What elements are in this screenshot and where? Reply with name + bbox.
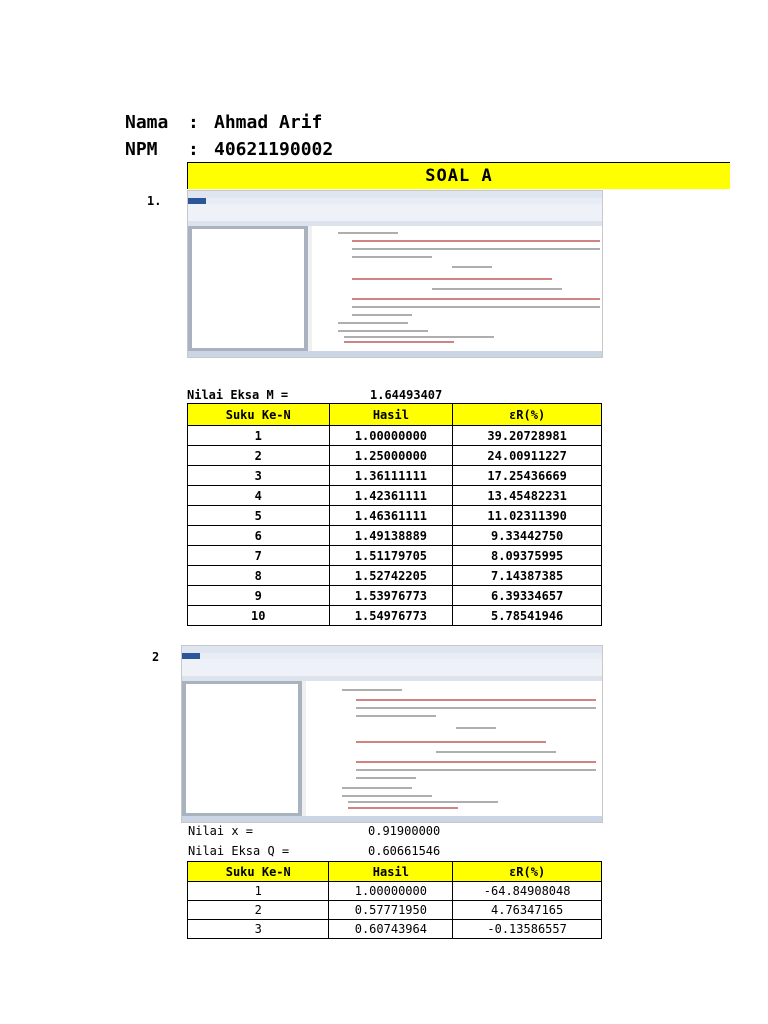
cell-term: 6: [188, 526, 330, 546]
table-row: [188, 466, 602, 486]
cell-result: 1.53976773: [329, 586, 453, 606]
cell-result: 1.42361111: [329, 486, 453, 506]
table-row: [188, 920, 602, 939]
document-page: [306, 681, 602, 816]
results-table-2: [187, 861, 602, 939]
cell-result: 1.25000000: [329, 446, 453, 466]
exact-m-value: 1.64493407: [370, 388, 443, 402]
section-title: SOAL A: [425, 166, 493, 186]
file-tab: [188, 198, 206, 204]
cell-error: 17.25436669: [453, 466, 602, 486]
table-row: [188, 882, 602, 901]
status-bar: [182, 816, 602, 822]
section-banner: [187, 162, 730, 189]
cell-result: 1.00000000: [329, 882, 453, 901]
question-1-number: 1.: [147, 194, 162, 208]
cell-error: 13.45482231: [453, 486, 602, 506]
cell-error: 4.76347165: [453, 901, 602, 920]
thumbnail-page: [186, 684, 298, 813]
results-table-1: [187, 403, 602, 626]
cell-error: 24.00911227: [453, 446, 602, 466]
cell-term: 3: [188, 466, 330, 486]
cell-term: 9: [188, 586, 330, 606]
cell-error: 7.14387385: [453, 566, 602, 586]
cell-error: 9.33442750: [453, 526, 602, 546]
word-window-screenshot-2: [181, 645, 603, 823]
header-term: Suku Ke-N: [188, 862, 329, 882]
cell-result: 1.49138889: [329, 526, 453, 546]
name-value: Ahmad Arif: [214, 112, 323, 133]
cell-result: 0.60743964: [329, 920, 453, 939]
table-row: [188, 566, 602, 586]
table-header-row: [188, 404, 602, 426]
table-row: [188, 586, 602, 606]
table-row: [188, 606, 602, 626]
cell-term: 4: [188, 486, 330, 506]
table-row: [188, 486, 602, 506]
cell-result: 1.00000000: [329, 426, 453, 446]
cell-result: 1.54976773: [329, 606, 453, 626]
table-row: [188, 426, 602, 446]
file-tab: [182, 653, 200, 659]
name-separator: :: [188, 112, 199, 133]
cell-term: 3: [188, 920, 329, 939]
title-bar: [182, 646, 602, 653]
cell-term: 1: [188, 882, 329, 901]
question-2-number: 2: [152, 650, 160, 664]
cell-error: -64.84908048: [453, 882, 602, 901]
cell-result: 1.51179705: [329, 546, 453, 566]
cell-term: 1: [188, 426, 330, 446]
cell-term: 10: [188, 606, 330, 626]
word-window-screenshot: [187, 190, 603, 358]
cell-term: 8: [188, 566, 330, 586]
header-relative-error: εR(%): [453, 862, 602, 882]
exact-q-value: 0.60661546: [368, 844, 441, 858]
cell-result: 1.52742205: [329, 566, 453, 586]
table-row: [188, 446, 602, 466]
cell-result: 1.46361111: [329, 506, 453, 526]
cell-term: 2: [188, 901, 329, 920]
header-result: Hasil: [329, 862, 453, 882]
table-row: [188, 546, 602, 566]
title-bar: [188, 191, 602, 198]
npm-separator: :: [188, 139, 199, 160]
name-label: Nama: [125, 112, 169, 133]
cell-result: 0.57771950: [329, 901, 453, 920]
header-result: Hasil: [329, 404, 453, 426]
cell-error: 6.39334657: [453, 586, 602, 606]
header-relative-error: εR(%): [453, 404, 602, 426]
cell-error: 11.02311390: [453, 506, 602, 526]
table-row: [188, 526, 602, 546]
cell-error: 39.20728981: [453, 426, 602, 446]
table-header-row: [188, 862, 602, 882]
document-page: [312, 226, 602, 351]
status-bar: [188, 351, 602, 357]
exact-q-label: Nilai Eksa Q =: [188, 844, 290, 858]
cell-term: 5: [188, 506, 330, 526]
cell-term: 7: [188, 546, 330, 566]
exact-m-label: Nilai Eksa M =: [187, 388, 289, 402]
header-term: Suku Ke-N: [188, 404, 330, 426]
cell-term: 2: [188, 446, 330, 466]
cell-error: 5.78541946: [453, 606, 602, 626]
cell-result: 1.36111111: [329, 466, 453, 486]
x-label: Nilai x =: [188, 824, 254, 838]
ribbon-tabs: [188, 198, 602, 204]
thumbnail-page: [192, 229, 304, 348]
cell-error: 8.09375995: [453, 546, 602, 566]
ribbon-tabs: [182, 653, 602, 659]
npm-label: NPM: [125, 139, 158, 160]
table-row: [188, 506, 602, 526]
table-row: [188, 901, 602, 920]
cell-error: -0.13586557: [453, 920, 602, 939]
npm-value: 40621190002: [214, 139, 334, 160]
x-value: 0.91900000: [368, 824, 441, 838]
